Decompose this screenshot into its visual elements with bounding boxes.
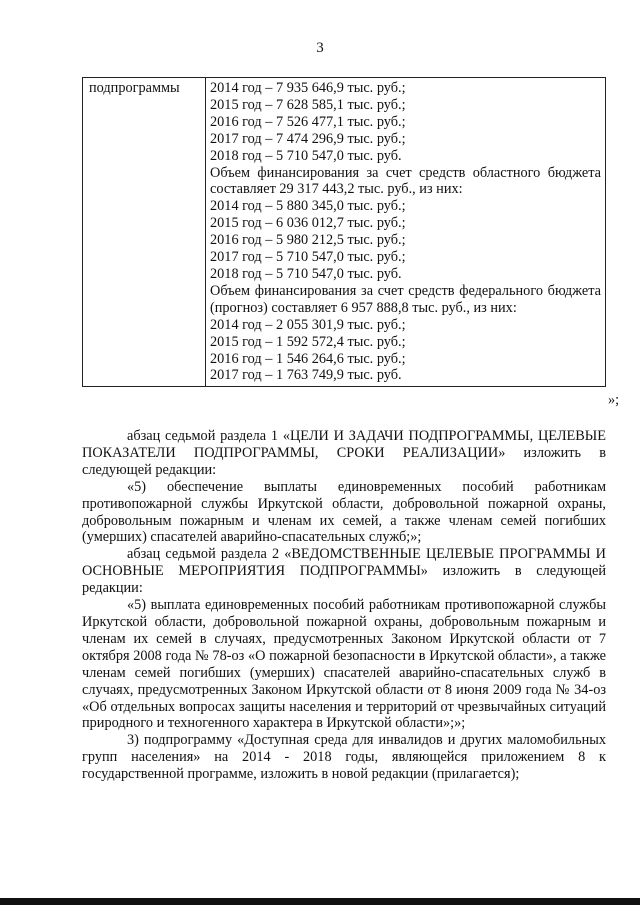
paragraph: «5) выплата единовременных пособий работникам противопожарной службы Иркутской области, добровольной пожарной охраны, добровольным пожарным и членам их семей в случаях, предусмотренных Законом Иркутской области от 7 октября 2008 года № 78-оз «О пожарной безопасности в Иркутской области», а также членам семей погибших (умерших) спасателей аварийно-спасательных служб в случаях, предусмотренных Законом Иркутской области от 8 июня 2009 года № 34-оз «Об отдельных вопросах защиты населения и территорий от чрезвычайных ситуаций природного и техногенного характера в Иркутской области»;»; (82, 597, 606, 732)
table-line: 2016 год – 7 526 477,1 тыс. руб.; (210, 113, 406, 130)
table-paragraph: Объем финансирования за счет средств федерального бюджета (прогноз) составляет 6 957 888,8 тыс. руб., из них: (210, 282, 601, 316)
table-line: 2016 год – 1 546 264,6 тыс. руб.; (210, 350, 406, 367)
table-line: 2014 год – 5 880 345,0 тыс. руб.; (210, 198, 406, 215)
table-line: 2015 год – 6 036 012,7 тыс. руб.; (210, 215, 406, 232)
table-values-cell (206, 78, 606, 387)
paragraph: 3) подпрограмму «Доступная среда для инвалидов и других маломобильных групп населения» на 2014 - 2018 годы, являющейся приложением 8 к государственной программе, изложить в новой редакции (прилагается); (82, 732, 606, 783)
table-line: 2017 год – 1 763 749,9 тыс. руб. (210, 367, 402, 384)
financing-table (82, 77, 606, 387)
paragraph: абзац седьмой раздела 2 «ВЕДОМСТВЕННЫЕ ЦЕЛЕВЫЕ ПРОГРАММЫ И ОСНОВНЫЕ МЕРОПРИЯТИЯ ПОДПРОГРАММЫ» изложить в следующей редакции: (82, 546, 606, 597)
page-number: 3 (316, 40, 324, 56)
document-body (82, 428, 606, 783)
table-line: 2017 год – 7 474 296,9 тыс. руб.; (210, 130, 406, 147)
table-row (83, 78, 606, 387)
table-label-cell: подпрограммы (83, 78, 206, 387)
table-line: 2014 год – 7 935 646,9 тыс. руб.; (210, 80, 406, 96)
paragraph: «5) обеспечение выплаты единовременных пособий работникам противопожарной службы Иркутской области, добровольной пожарной охраны, добровольным пожарным и членам их семей, а также членам семей погибших (умерших) спасателей аварийно-спасательных служб;»; (82, 478, 606, 546)
table-line: 2015 год – 7 628 585,1 тыс. руб.; (210, 96, 406, 113)
table-closing-mark: »; (608, 392, 620, 408)
table-line: 2016 год – 5 980 212,5 тыс. руб.; (210, 232, 406, 249)
table-line: 2018 год – 5 710 547,0 тыс. руб. (210, 265, 402, 282)
paragraph: абзац седьмой раздела 1 «ЦЕЛИ И ЗАДАЧИ ПОДПРОГРАММЫ, ЦЕЛЕВЫЕ ПОКАЗАТЕЛИ ПОДПРОГРАММЫ, СРОКИ РЕАЛИЗАЦИИ» изложить в следующей редакции: (82, 428, 606, 478)
table-line: 2014 год – 2 055 301,9 тыс. руб.; (210, 316, 406, 333)
table-line: 2018 год – 5 710 547,0 тыс. руб. (210, 147, 402, 164)
scan-bottom-edge (0, 898, 640, 905)
table-line: 2017 год – 5 710 547,0 тыс. руб.; (210, 249, 406, 266)
table-paragraph: Объем финансирования за счет средств областного бюджета составляет 29 317 443,2 тыс. руб., из них: (210, 164, 601, 198)
table-line: 2015 год – 1 592 572,4 тыс. руб.; (210, 333, 406, 350)
